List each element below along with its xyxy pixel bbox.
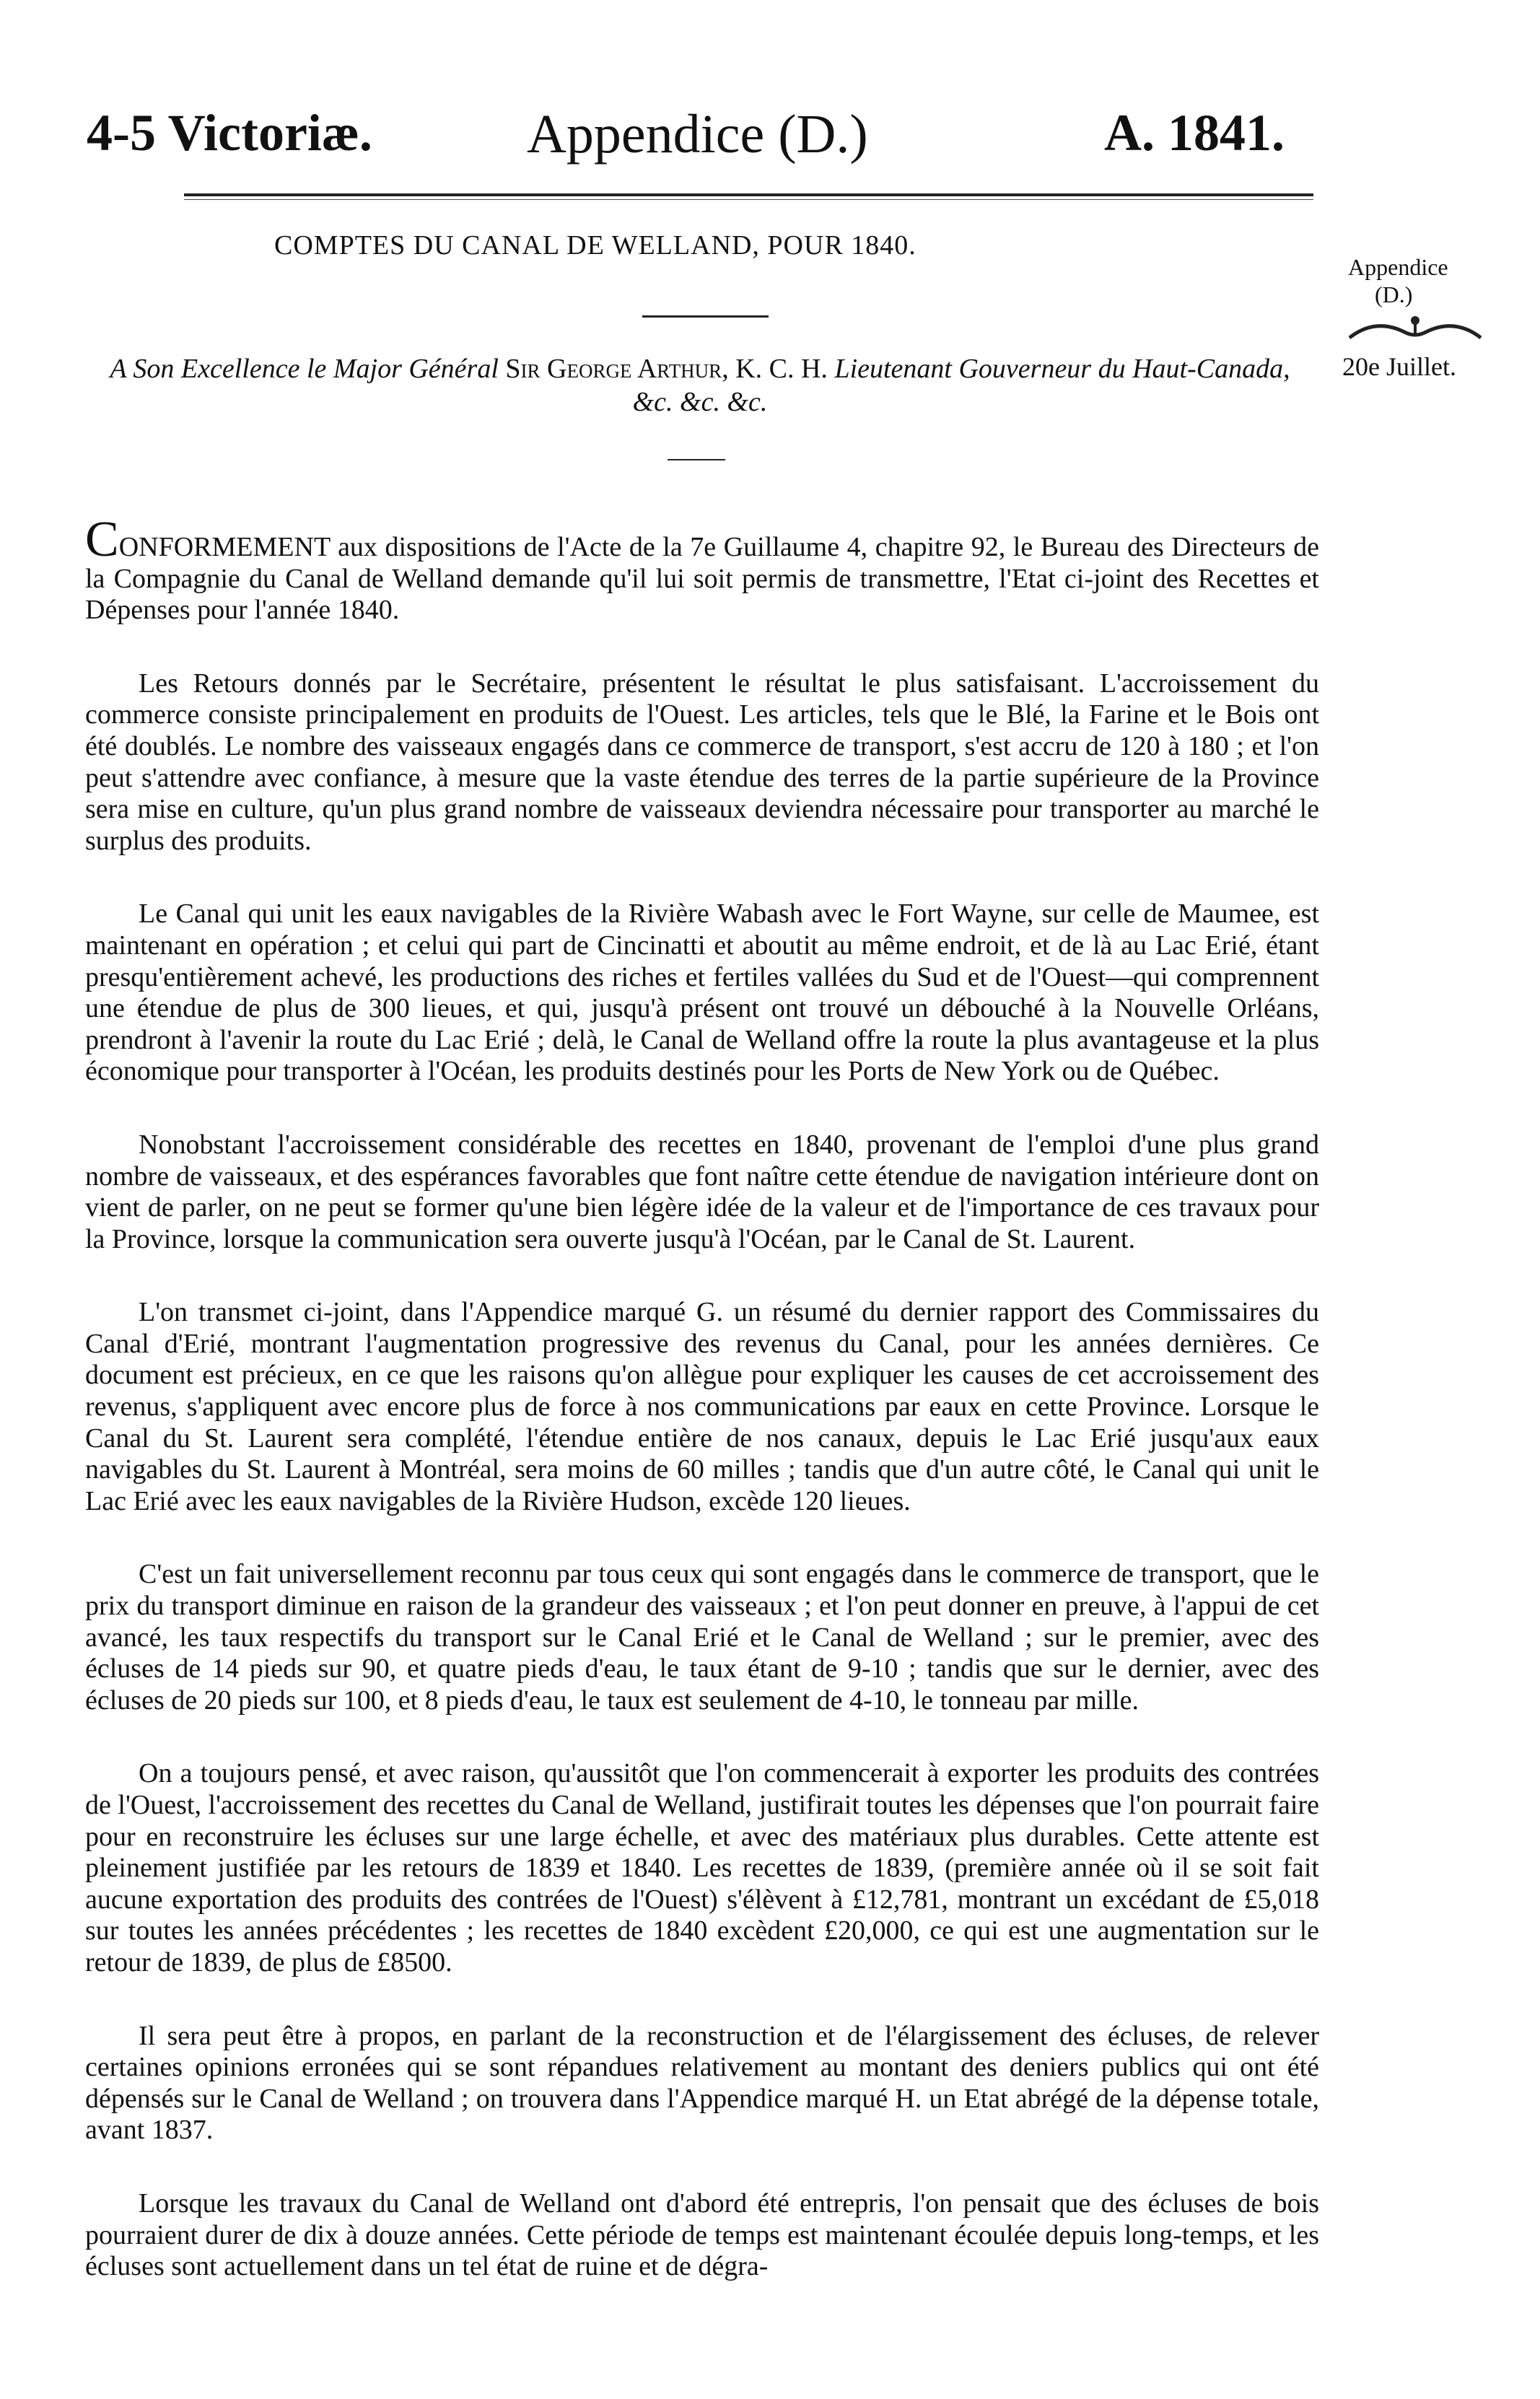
- paragraph-4: Nonobstant l'accroissement considérable des recettes en 1840, provenant de l'emploi d'une plus grand nombre de vaisseaux, et des espérances favorables que font naître cette étendue de navigation intérieure dont on vient de parler, on ne peut se former qu'une bien légère idée de la valeur et de l'importance de ces travaux pour la Province, lorsque la communication sera ouverte jusqu'à l'Océan, par le Canal de St. Laurent.: [85, 1129, 1319, 1254]
- address-name: Sir George Arthur,: [505, 354, 729, 384]
- header-appendix: Appendice (D.): [527, 104, 868, 165]
- header-session: 4-5 Victoriæ.: [87, 104, 372, 162]
- paragraph-2: Les Retours donnés par le Secrétaire, présentent le résultat le plus satisfaisant. L'accroissement du commerce consiste principalement en produits de l'Ouest. Les articles, tels que le Blé, la Farine et le Bois ont été doublés. Le nombre des vaisseaux engagés dans ce commerce de transport, s'est accru de 120 à 180 ; et l'on peut s'attendre avec confiance, à mesure que la vaste étendue des terres de la partie supérieure de la Province sera mise en culture, qu'un plus grand nombre de vaisseaux deviendra nécessaire pour transporter au marché le surplus des produits.: [85, 668, 1319, 856]
- margin-note-sub: (D.): [1375, 281, 1413, 307]
- paragraph-6: C'est un fait universellement reconnu par tous ceux qui sont engagés dans le commerce de transport, que le prix du transport diminue en raison de la grandeur des vaisseaux ; et l'on peut donner en preuve, à l'appui de cet avancé, les taux respectifs du transport sur le Canal Erié et le Canal de Welland ; sur le premier, avec des écluses de 14 pieds sur 90, et quatre pieds d'eau, le taux étant de 9-10 ; tandis que sur le dernier, avec des écluses de 20 pieds sur 100, et 8 pieds d'eau, le taux est seulement de 4-10, le tonneau par mille.: [85, 1559, 1319, 1716]
- drop-cap: C: [85, 512, 119, 567]
- margin-note-label: Appendice: [1348, 254, 1448, 280]
- flourish-ornament: [1347, 313, 1484, 342]
- body-text: [85, 512, 1319, 2325]
- paragraph-7: On a toujours pensé, et avec raison, qu'aussitôt que l'on commencerait à exporter les produits des contrées de l'Ouest, l'accroissement des recettes du Canal de Welland, justifirait toutes les dépenses que l'on pourrait faire pour en reconstruire les écluses sur une large échelle, et avec des matériaux plus durables. Cette attente est pleinement justifiée par les retours de 1839 et 1840. Les recettes de 1839, (première année où il se soit fait aucune exportation des produits des contrées de l'Ouest) s'élèvent à £12,781, montrant un excédant de £5,018 sur toutes les années précédentes ; les recettes de 1840 excèdent £20,000, ce qui est une augmentation sur le retour de 1839, de plus de £8500.: [85, 1758, 1319, 1978]
- paragraph-5: L'on transmet ci-joint, dans l'Appendice marqué G. un résumé du dernier rapport des Commissaires du Canal d'Erié, montrant l'augmentation progressive des revenus du Canal, pour les années dernières. Ce document est précieux, en ce que les raisons qu'on allègue pour expliquer les causes de cet accroissement des revenus, s'appliquent avec encore plus de force à nos communications par eaux en cette Province. Lorsque le Canal du St. Laurent sera complété, l'étendue entière de nos canaux, depuis le Lac Erié jusqu'aux eaux navigables du St. Laurent à Montréal, sera moins de 60 milles ; tandis que d'un autre côté, le Canal qui unit le Lac Erié avec les eaux navigables de la Rivière Hudson, excède 120 lieues.: [85, 1297, 1319, 1516]
- document-title: COMPTES DU CANAL DE WELLAND, POUR 1840.: [274, 230, 916, 261]
- margin-note-date: 20e Juillet.: [1342, 352, 1456, 381]
- title-divider: [642, 315, 769, 318]
- address-rank: K. C. H.: [735, 354, 828, 384]
- header-rule: [184, 193, 1313, 196]
- header-rule-thin: [184, 199, 1313, 200]
- address-divider: [668, 459, 725, 460]
- address-suffix: Lieutenant Gouverneur du Haut-Canada, &c. &c. &c.: [632, 354, 1290, 417]
- header-year: A. 1841.: [1104, 104, 1285, 162]
- paragraph-9: Lorsque les travaux du Canal de Welland ont d'abord été entrepris, l'on pensait que des écluses de bois pourraient durer de dix à douze années. Cette période de temps est maintenant écoulée depuis long-temps, et les écluses sont actuellement dans un tel état de ruine et de dégra-: [85, 2188, 1319, 2282]
- paragraph-8: Il sera peut être à propos, en parlant de la reconstruction et de l'élargissement des écluses, de relever certaines opinions erronées qui se sont répandues relativement au montant des deniers publics qui ont été dépensés sur le Canal de Welland ; on trouvera dans l'Appendice marqué H. un Etat abrégé de la dépense totale, avant 1837.: [85, 2020, 1319, 2146]
- paragraph-1-text: aux dispositions de l'Acte de la 7e Guillaume 4, chapitre 92, le Bureau des Directeurs de la Compagnie du Canal de Welland demande qu'il lui soit permis de transmettre, l'Etat ci-joint des Recettes et Dépenses pour l'année 1840.: [85, 532, 1319, 626]
- paragraph-1: [85, 512, 1319, 626]
- paragraph-3: Le Canal qui unit les eaux navigables de la Rivière Wabash avec le Fort Wayne, sur celle de Maumee, est maintenant en opération ; et celui qui part de Cincinatti et aboutit au même endroit, et de là au Lac Erié, étant presqu'entièrement achevé, les productions des riches et fertiles vallées du Sud et de l'Ouest—qui comprennent une étendue de plus de 300 lieues, et qui, jusqu'à présent ont trouvé un débouché à la Nouvelle Orléans, prendront à l'avenir la route du Lac Erié ; delà, le Canal de Welland offre la route la plus avantageuse et la plus économique pour transporter à l'Océan, les produits destinés pour les Ports de New York ou de Québec.: [85, 899, 1319, 1087]
- address-block: [87, 352, 1313, 419]
- address-prefix: A Son Excellence le Major Général: [110, 354, 499, 384]
- paragraph-1-first-word: ONFORMEMENT: [118, 532, 331, 562]
